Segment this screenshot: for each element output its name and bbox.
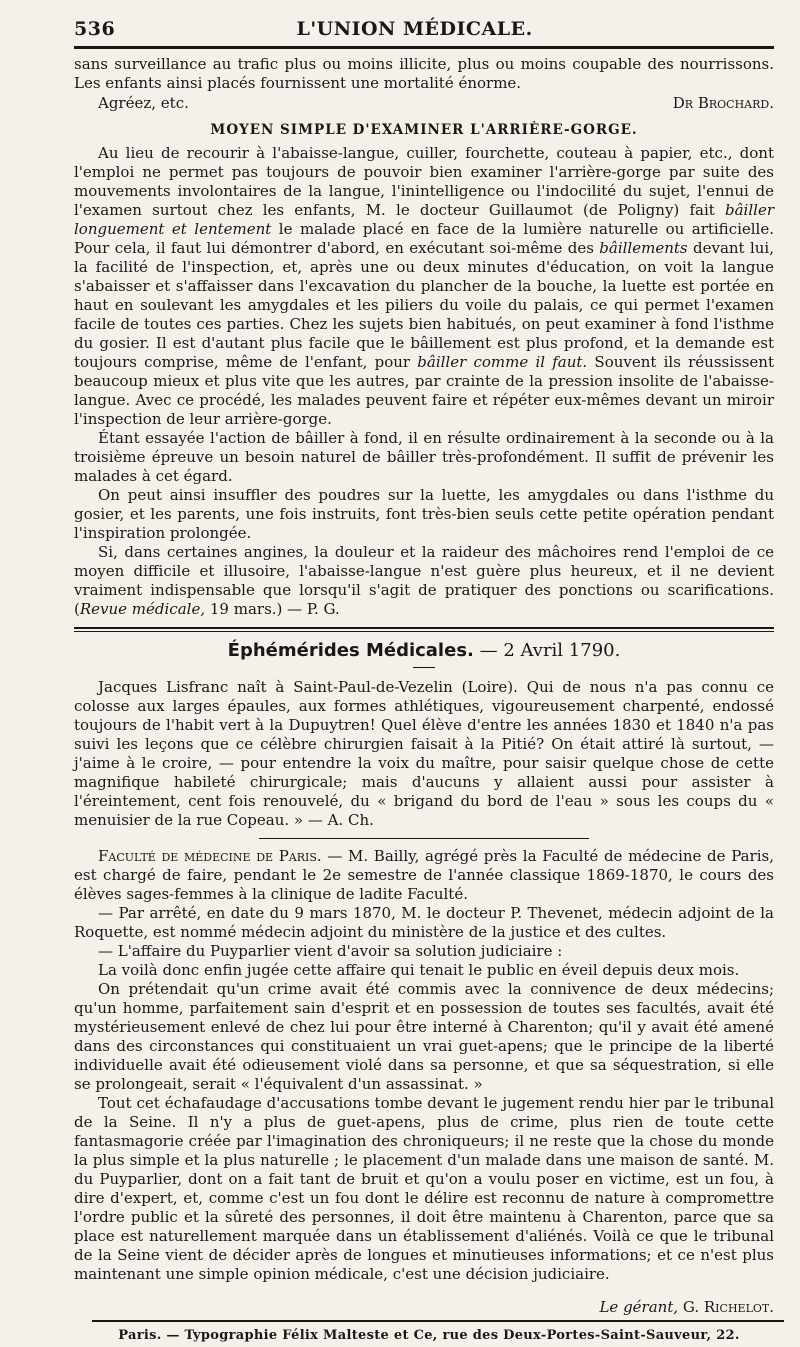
gerant-label: Le gérant, [599, 1298, 679, 1316]
header-rule [74, 46, 774, 49]
section-rule [74, 627, 774, 632]
news-paragraph: Tout cet échafaudage d'accusations tombe devant le jugement rendu hier par le tribunal de la Seine. Il n'y a plus de guet-apens, plus de crime, plus rien de toute cette fantasmagorie créée par l'imagination des chroniqueurs; il ne reste que la chose du monde la plus simple et la plus naturelle ; le placement d'un malade dans une maison de santé. M. du Puyparlier, dont on a fait tant de bruit et qu'on a voulu poser en victime, est un fou, à dire d'expert, et, comme c'est un fou dont le délire est reconnu de nature à compromettre l'ordre public et la sûreté des personnes, il doit être maintenu à Charenton, parce que sa place est naturellement marquée dans un établissement d'aliénés. Voilà ce que le tribunal de la Seine vient de décider après de longues et minutieuses informations; et ce n'est plus maintenant une simple opinion médicale, c'est une décision judiciaire. [74, 1094, 774, 1283]
gerant-name: G. Richelot. [682, 1298, 774, 1316]
news-paragraph: Faculté de médecine de Paris. — M. Bailly, agrégé près la Faculté de médecine de Paris, est chargé de faire, pendant le 2e semestre de l'année classique 1869-1870, le cours des élèves sages-femmes à la clinique de ladite Faculté. [74, 847, 774, 903]
news-paragraph: On prétendait qu'un crime avait été commis avec la connivence de deux médecins; qu'un homme, parfaitement sain d'esprit et en possession de toutes ses facultés, avait été mystérieusement enlevé de chez lui pour être interné à Charenton; qu'il y avait été amené dans des circonstances qui constituaient un vrai guet-apens; que le principe de la liberté individuelle avait été odieusement violé dans sa personne, et que sa séquestration, si elle se prolongeait, serait « l'équivalent d'un assassinat. » [74, 980, 774, 1093]
letter-signoff [74, 93, 774, 113]
article-paragraph: Étant essayée l'action de bâiller à fond, il en résulte ordinairement à la seconde ou à la troisième épreuve un besoin naturel de bâiller très-profondément. Il suffit de prévenir les malades à cet égard. [74, 429, 774, 485]
ephemerides-heading [74, 640, 774, 661]
article-paragraph: Au lieu de recourir à l'abaisse-langue, cuiller, fourchette, couteau à papier, etc., dont l'emploi ne permet pas toujours de pouvoir bien examiner l'arrière-gorge par suite des mouvements involontaires de la langue, l'inintelligence ou l'indocilité du sujet, l'ennui de l'examen surtout chez les enfants, M. le docteur Guillaumot (de Poligny) fait bâiller longuement et lentement le malade placé en face de la lumière naturelle ou artificielle. Pour cela, il faut lui démontrer d'abord, en exécutant soi-même des bâillements devant lui, la facilité de l'inspection, et, après une ou deux minutes d'éducation, on voit la langue s'abaisser et s'affaisser dans l'excavation du plancher de la bouche, la luette est portée en haut en soulevant les amygdales et les piliers du voile du palais, ce qui permet l'examen facile de toutes ces parties. Chez les sujets bien habitués, on peut examiner à fond l'isthme du gosier. Il est d'autant plus facile que le bâillement est plus profond, et la demande est toujours comprise, même de l'enfant, pour bâiller comme il faut. Souvent ils réussissent beaucoup mieux et plus vite que les autres, par crainte de la pression insolite de l'abaisse-langue. Avec ce procédé, les malades peuvent faire et répéter eux-mêmes devant un miroir l'inspection de leur arrière-gorge. [74, 144, 775, 428]
running-head [74, 18, 774, 40]
ephemerides-date: — 2 Avril 1790. [479, 640, 621, 661]
news-paragraph: La voilà donc enfin jugée cette affaire qui tenait le public en éveil depuis deux mois. [98, 961, 740, 979]
article-paragraph: Si, dans certaines angines, la douleur et la raideur des mâchoires rend l'emploi de ce moyen difficile et illusoire, l'abaisse-langue n'est guère plus heureux, et il ne devient vraiment indispensable que lorsqu'il s'agit de pratiquer des ponctions ou scarifications. (Revue médicale, 19 mars.) — P. G. [74, 543, 774, 618]
footer-rule [92, 1320, 784, 1322]
letter-text: sans surveillance au trafic plus ou moins illicite, plus ou moins coupable des nourrissons. Les enfants ainsi placés fournissent une mortalité énorme. [74, 55, 774, 92]
article-heading: MOYEN SIMPLE D'EXAMINER L'ARRIÈRE-GORGE. [210, 122, 638, 138]
news-paragraph: — L'affaire du Puyparlier vient d'avoir sa solution judiciaire : [98, 942, 563, 960]
letter-signature: Dr Brochard. [672, 94, 774, 112]
gerant-line [74, 1298, 774, 1316]
page-number: 536 [74, 18, 116, 40]
ephemerides-text: Jacques Lisfranc naît à Saint-Paul-de-Vezelin (Loire). Qui de nous n'a pas connu ce colosse aux larges épaules, aux formes athlétiques, vigoureusement charpenté, endossé toujours de l'habit vert à la Dupuytren! Quel élève d'entre les années 1830 et 1840 n'a pas suivi les leçons que ce célèbre chirurgien faisait à la Pitié? On était attiré là surtout, — j'aime à le croire, — pour entendre la voix du maître, pour saisir quelque chose de cette magnifique habileté chirurgicale; mais d'aucuns y allaient aussi pour assister à l'éreintement, cent fois renouvelé, du « brigand du bord de l'eau » sous les coups du « menuisier de la rue Copeau. » — A. Ch. [74, 678, 774, 829]
section-rule-short [259, 838, 589, 839]
printer-imprint: Paris. — Typographie Félix Malteste et Ce, rue des Deux-Portes-Saint-Sauveur, 22. [118, 1328, 740, 1343]
letter-closing: Agréez, etc. [98, 94, 189, 112]
news-paragraph: — Par arrêté, en date du 9 mars 1870, M. le docteur P. Thevenet, médecin adjoint de la Roquette, est nommé médecin adjoint du ministère de la justice et des cultes. [74, 904, 774, 941]
journal-title: L'UNION MÉDICALE. [296, 18, 533, 40]
ephemerides-title: Éphémérides Médicales. [227, 640, 474, 661]
ephemerides-dash [413, 667, 435, 668]
article-paragraph: On peut ainsi insuffler des poudres sur la luette, les amygdales ou dans l'isthme du gosier, et les parents, une fois instruits, font très-bien seuls cette petite opération pendant l'inspiration prolongée. [74, 486, 774, 542]
